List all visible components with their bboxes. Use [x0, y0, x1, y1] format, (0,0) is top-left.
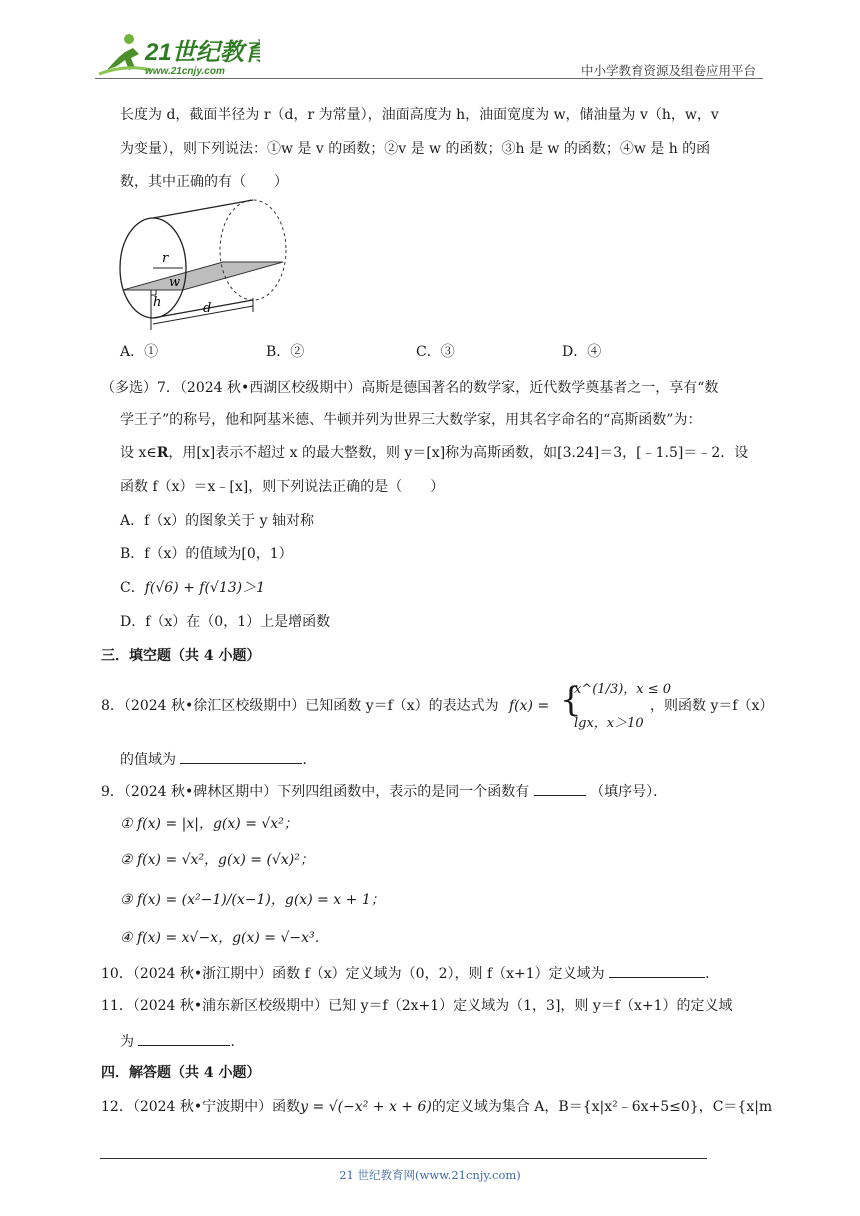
q6-line1: 长度为 d，截面半径为 r（d，r 为常量），油面高度为 h，油面宽度为 w，储油量为 v（h，w，v: [120, 107, 719, 123]
q6-option-b[interactable]: B．②: [266, 344, 305, 360]
q7-option-d[interactable]: D．f（x）在（0，1）上是增函数: [120, 614, 331, 630]
q7-line1: （多选）7．（2024 秋•西湖区校级期中）高斯是德国著名的数学家，近代数学奠基者之一，享有“数: [101, 380, 719, 396]
logo-url: www.21cnjy.com: [145, 66, 225, 77]
q9-item-4: ④ f(x) = x√−x，g(x) = √−x³．: [120, 930, 329, 946]
q10-answer-blank[interactable]: [609, 965, 705, 978]
q7-option-a[interactable]: A．f（x）的图象关于 y 轴对称: [120, 513, 314, 529]
logo-text: 21世纪教育: [145, 39, 260, 66]
section-fill-in-heading: 三．填空题（共 4 小题）: [101, 648, 261, 664]
footer-divider: [100, 1158, 707, 1159]
q7-option-b[interactable]: B．f（x）的值域为[0，1）: [120, 546, 293, 562]
q12-formula: y = √(−x² + x + 6): [300, 1099, 432, 1115]
figure-label-d: d: [203, 301, 212, 316]
q7-option-c[interactable]: C．f(√6) + f(√13)＞1: [120, 580, 266, 596]
q7-option-c-formula: f(√6) + f(√13)＞1: [144, 580, 266, 596]
section-answer-heading: 四．解答题（共 4 小题）: [101, 1065, 261, 1081]
q8-brace: {: [560, 680, 582, 720]
figure-label-w: w: [169, 275, 181, 290]
header-divider: [95, 78, 763, 79]
site-logo: [95, 30, 260, 80]
q10-line: 10．（2024 秋•浙江期中）函数 f（x）定义域为（0，2），则 f（x+1）定义域为 ．: [101, 966, 720, 982]
q8-answer-blank[interactable]: [180, 751, 302, 764]
q11-line2: 为 ．: [120, 1034, 245, 1050]
figure-label-h: h: [153, 295, 162, 310]
q8-fx: f(x) =: [509, 698, 550, 714]
q8-line2: 的值域为 ．: [120, 752, 317, 768]
q9-item-3: ③ f(x) = (x²−1)/(x−1)，g(x) = x + 1；: [120, 892, 385, 908]
runner-logo-icon: [95, 30, 260, 80]
q9-answer-blank[interactable]: [534, 783, 586, 796]
q7-line2: 学王子”的称号，他和阿基米德、牛顿并列为世界三大数学家，用其名字命名的“高斯函数”为：: [120, 412, 702, 428]
q8-case2: lgx，x＞10: [574, 716, 644, 731]
q9-line1: 9．（2024 秋•碑林区期中）下列四组函数中，表示的是同一个函数有 （填序号）．: [101, 784, 668, 800]
q8-tail: ，则函数 y＝f（x）: [650, 698, 774, 714]
q6-option-c[interactable]: C．③: [416, 344, 455, 360]
q8-intro: 8．（2024 秋•徐汇区校级期中）已知函数 y＝f（x）的表达式为: [101, 698, 499, 714]
q12-line1: 12．（2024 秋•宁波期中）函数y = √(−x² + x + 6)的定义域为集合 A，B＝{x|x²﹣6x+5≤0}，C＝{x|m: [101, 1099, 773, 1115]
q7-line3: 设 x∈R，用[x]表示不超过 x 的最大整数，则 y＝[x]称为高斯函数，如[3.24]＝3，[﹣1.5]＝﹣2．设: [120, 445, 749, 461]
q9-item-1: ① f(x) = |x|，g(x) = √x²；: [120, 816, 298, 832]
q11-answer-blank[interactable]: [138, 1033, 230, 1046]
footer-text[interactable]: 21 世纪教育网(www.21cnjy.com): [339, 1168, 521, 1182]
q6-line2: 为变量），则下列说法：①w 是 v 的函数；②v 是 w 的函数；③h 是 w 的函数；④w 是 h 的函: [120, 141, 711, 157]
q9-item-2: ② f(x) = √x²，g(x) = (√x)²；: [120, 852, 314, 868]
q7-line4: 函数 f（x）＝x﹣[x]，则下列说法正确的是（ ）: [120, 479, 445, 495]
cylinder-figure: [115, 198, 290, 333]
q8-case1: x^(1/3)，x ≤ 0: [574, 682, 672, 697]
q6-option-d[interactable]: D．④: [562, 344, 602, 360]
q11-line1: 11．（2024 秋•浦东新区校级期中）已知 y＝f（2x+1）定义域为（1，3]，则 y＝f（x+1）的定义域: [101, 998, 733, 1014]
figure-label-r: r: [162, 251, 169, 266]
q6-option-a[interactable]: A．①: [120, 344, 159, 360]
q6-line3: 数，其中正确的有（ ）: [120, 174, 288, 190]
site-label: 中小学教育资源及组卷应用平台: [580, 63, 756, 78]
